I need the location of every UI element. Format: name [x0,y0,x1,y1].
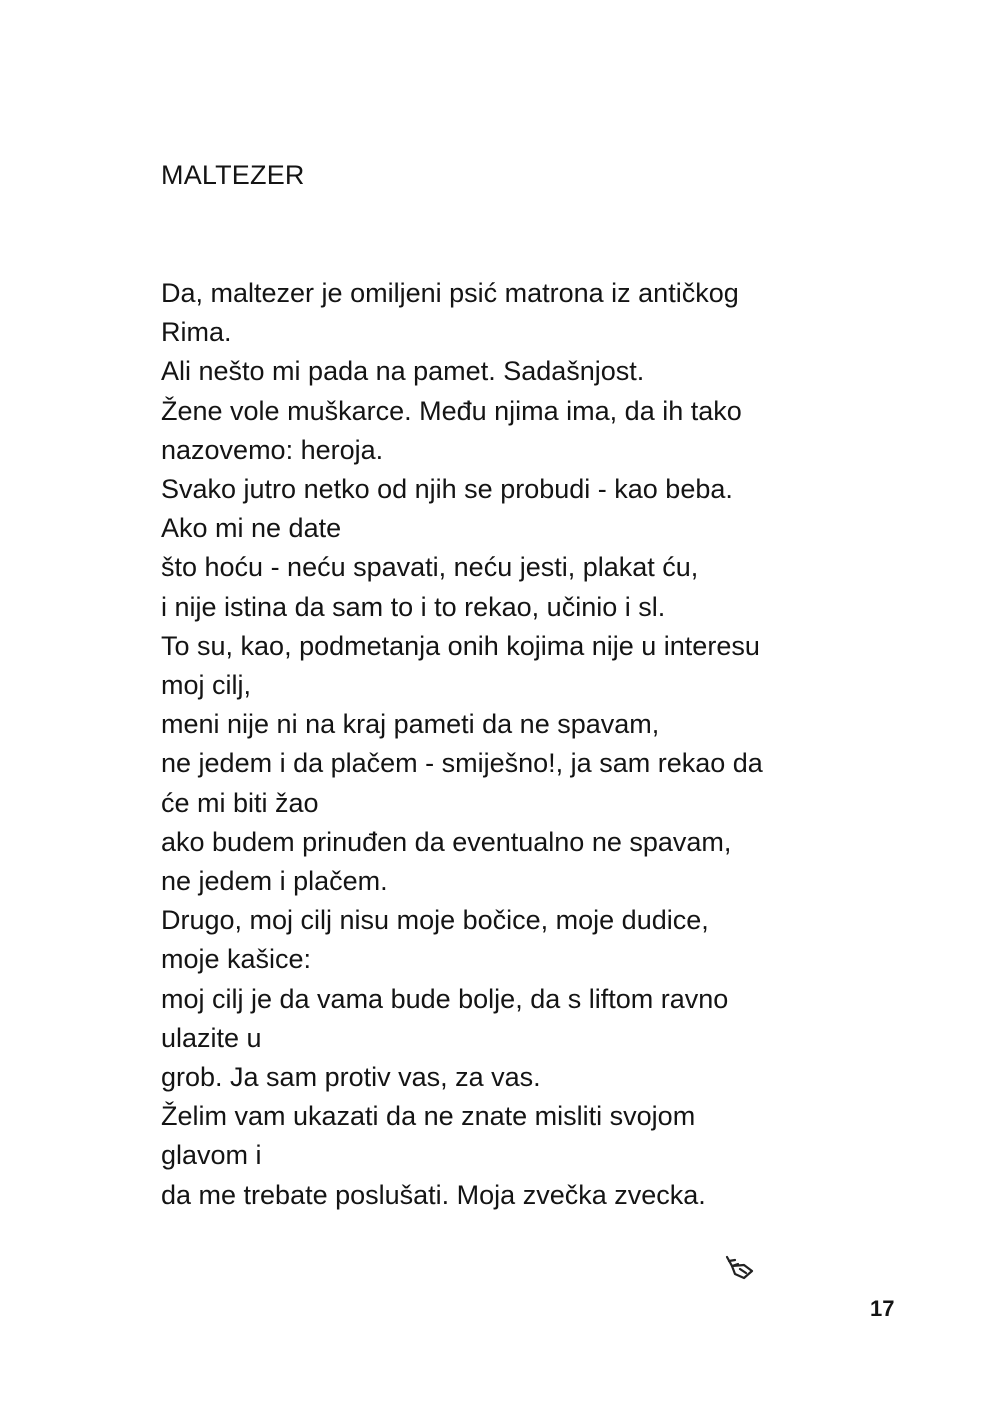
poem-line: da me trebate poslušati. Moja zvečka zvecka. [161,1179,706,1210]
poem-line: i nije istina da sam to i to rekao, učinio i sl. [161,591,666,622]
poem-line: moje kašice: [161,944,312,975]
end-ornament-icon [722,1252,756,1282]
poem-line: Ako mi ne date [161,513,342,544]
poem-body [161,274,861,1215]
poem-line: ako budem prinuđen da eventualno ne spavam, [161,826,732,857]
poem-line: moj cilj, [161,670,252,701]
poem-line: Svako jutro netko od njih se probudi - kao beba. [161,474,733,505]
poem-line: ne jedem i plačem. [161,866,388,897]
poem-title: MALTEZER [161,160,305,190]
poem-line: Drugo, moj cilj nisu moje bočice, moje dudice, [161,905,709,936]
poem-line: Da, maltezer je omiljeni psić matrona iz antičkog [161,278,739,308]
poem-line: ulazite u [161,1022,262,1053]
poem-line: glavom i [161,1140,262,1171]
poem-line: To su, kao, podmetanja onih kojima nije u interesu [161,630,760,661]
poem-line: Rima. [161,317,232,348]
poem-line: što hoću - neću spavati, neću jesti, plakat ću, [161,552,699,583]
poem-line: grob. Ja sam protiv vas, za vas. [161,1062,541,1093]
poem-line: meni nije ni na kraj pameti da ne spavam, [161,709,660,740]
poem-line: nazovemo: heroja. [161,434,384,465]
page-number: 17 [870,1296,895,1321]
poem-line: Žene vole muškarce. Među njima ima, da ih tako [161,395,742,426]
poem-line: moj cilj je da vama bude bolje, da s liftom ravno [161,983,729,1014]
poem-line: će mi biti žao [161,787,319,818]
poem-line: Ali nešto mi pada na pamet. Sadašnjost. [161,356,645,387]
poem-line: ne jedem i da plačem - smiješno!, ja sam rekao da [161,748,763,779]
poem-line: Želim vam ukazati da ne znate misliti svojom [161,1101,696,1132]
